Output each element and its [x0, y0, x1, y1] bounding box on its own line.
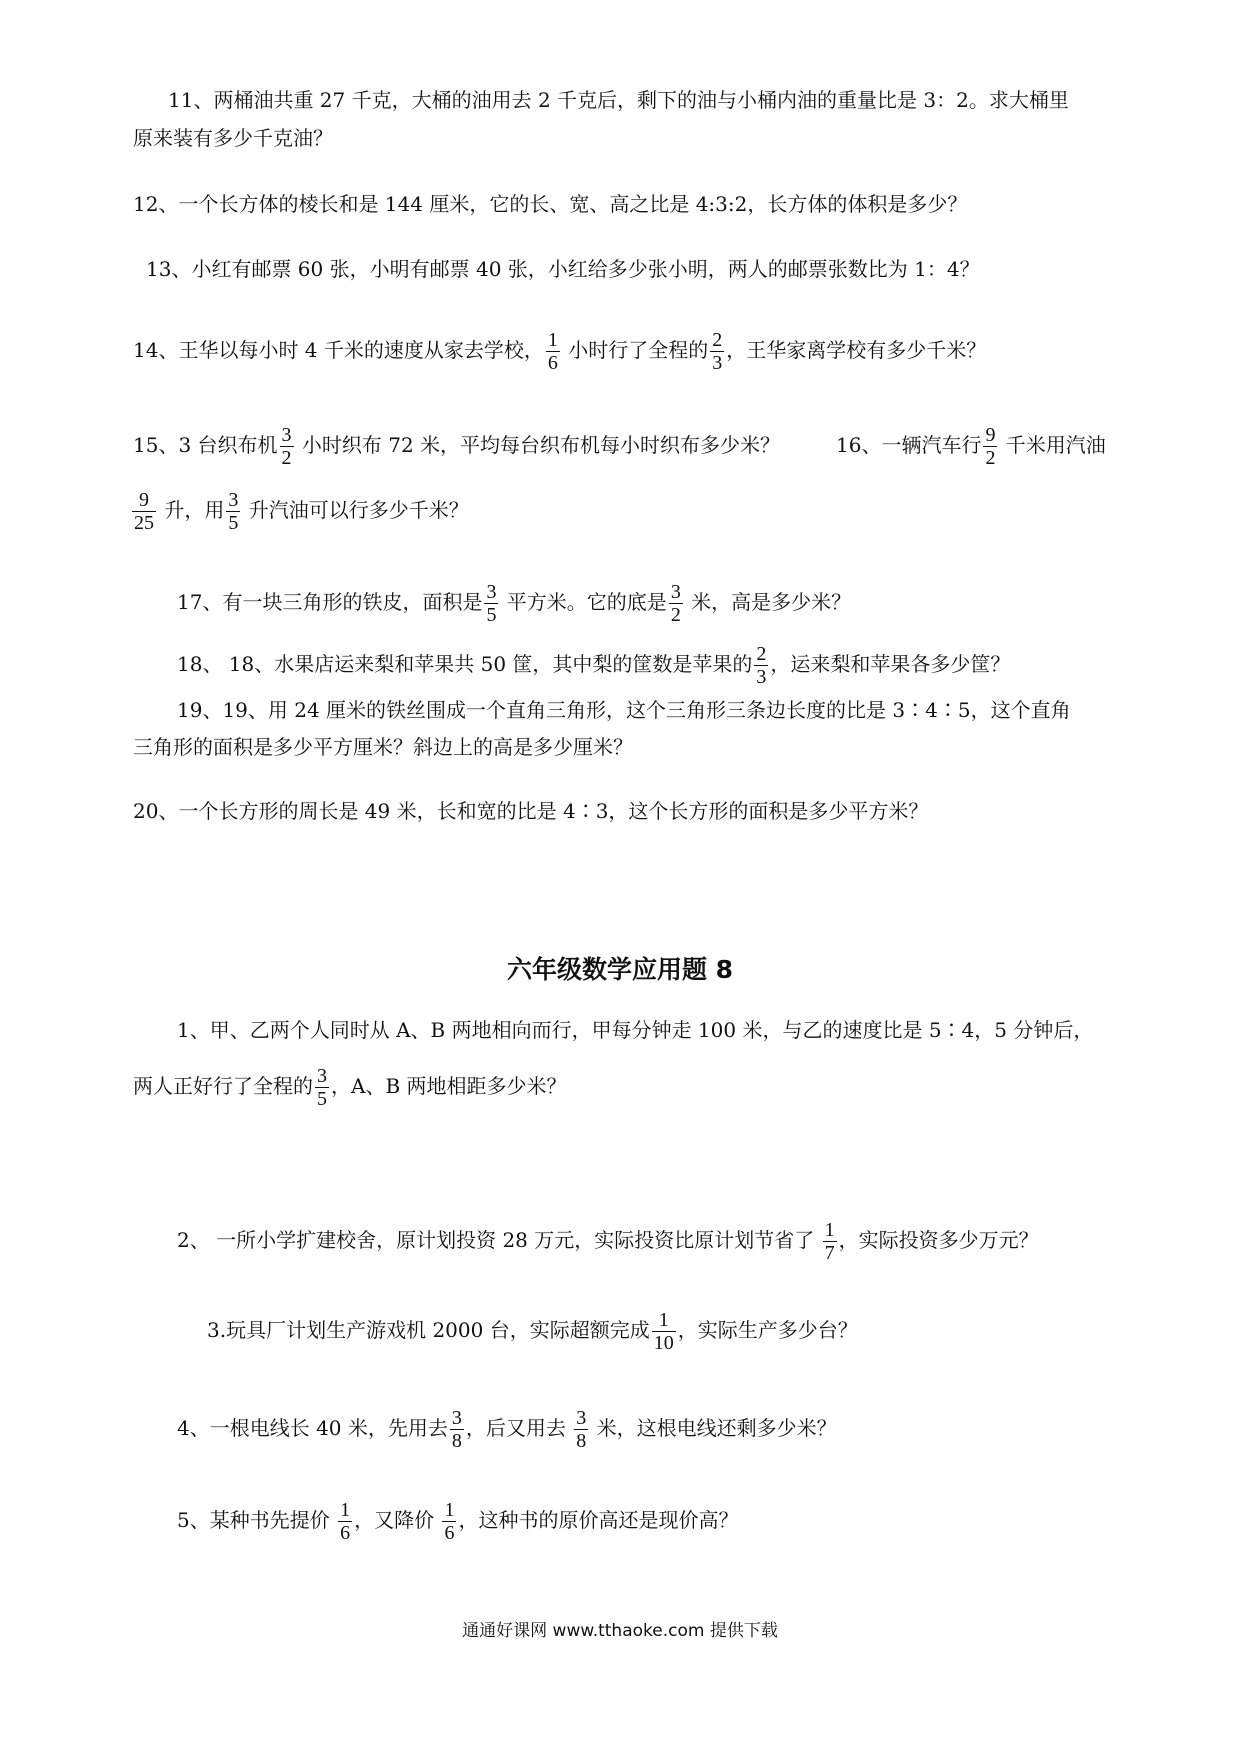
problem-19-line2: 三角形的面积是多少平方厘米？斜边上的高是多少厘米？: [133, 735, 633, 759]
problem-16-line2: [130, 490, 469, 533]
numerator: 2: [756, 643, 767, 665]
problem-19-line1: 19、19、用 24 厘米的铁丝围成一个直角三角形，这个三角形三条边长度的比是 3∶4∶5，这个直角: [177, 698, 1071, 722]
problem-15: [133, 425, 780, 468]
problem-16-line1: [836, 425, 1106, 468]
section8-q5-text-b: ，又降价: [354, 1508, 441, 1532]
problem-17-text-c: 米，高是多少米？: [684, 590, 852, 614]
fraction: [710, 330, 724, 373]
problem-11-line2: 原来装有多少千克油？: [133, 126, 333, 150]
problem-11-line1: 11、两桶油共重 27 千克，大桶的油用去 2 千克后，剩下的油与小桶内油的重量比是 3：2。求大桶里: [168, 88, 1069, 112]
fraction: [450, 1408, 464, 1451]
fraction: [484, 582, 498, 625]
denominator: 25: [134, 512, 154, 534]
denominator: 6: [340, 1522, 351, 1544]
problem-20: 20、一个长方形的周长是 49 米，长和宽的比是 4∶3，这个长方形的面积是多少平方米？: [133, 799, 929, 823]
numerator: 9: [132, 490, 156, 512]
numerator: 3: [576, 1407, 587, 1429]
section8-q1-line2: [133, 1066, 567, 1109]
fraction: [338, 1500, 352, 1543]
section8-q1-line1: 1、甲、乙两个人同时从 A、B 两地相向而行，甲每分钟走 100 米，与乙的速度比是 5∶4，5 分钟后，: [177, 1018, 1094, 1042]
problem-14-text-a: 14、王华以每小时 4 千米的速度从家去学校，: [133, 338, 544, 362]
problem-14-text-b: 小时行了全程的: [561, 338, 709, 362]
denominator: 6: [547, 352, 558, 374]
denominator: 8: [451, 1430, 462, 1452]
denominator: 2: [985, 447, 996, 469]
problem-14: [133, 330, 986, 373]
section-title: 六年级数学应用题 8: [506, 955, 734, 984]
section8-q3-text-b: ，实际生产多少台？: [677, 1318, 858, 1342]
section8-q1-text-a: 两人正好行了全程的: [133, 1074, 313, 1098]
numerator: 3: [670, 581, 681, 603]
section8-q5-text-a: 5、某种书先提价: [177, 1508, 337, 1532]
problem-14-text-c: ，王华家离学校有多少千米？: [726, 338, 987, 362]
denominator: 5: [228, 512, 239, 534]
fraction: [574, 1408, 588, 1451]
denominator: 7: [824, 1242, 835, 1264]
problem-12: 12、一个长方体的棱长和是 144 厘米，它的长、宽、高之比是 4:3:2，长方体的体积是多少？: [133, 192, 968, 216]
problem-16-text-d: 升汽油可以行多少千米？: [242, 498, 469, 522]
fraction: [546, 330, 560, 373]
problem-15-text-a: 15、3 台织布机: [133, 433, 278, 457]
numerator: 3: [486, 581, 497, 603]
footer-source: 通通好课网 www.tthaoke.com 提供下载: [462, 1621, 778, 1641]
fraction: [823, 1220, 837, 1263]
numerator: 3: [228, 489, 239, 511]
section8-q2-text-b: ，实际投资多少万元？: [838, 1228, 1039, 1252]
section8-q4: [177, 1408, 837, 1451]
denominator: 8: [576, 1430, 587, 1452]
fraction: [132, 490, 156, 533]
denominator: 5: [317, 1088, 327, 1110]
numerator: 3: [451, 1407, 462, 1429]
problem-15-text-b: 小时织布 72 米，平均每台织布机每小时织布多少米？: [295, 433, 781, 457]
section8-q3-text-a: 3.玩具厂计划生产游戏机 2000 台，实际超额完成: [207, 1318, 650, 1342]
problem-18-text-a: 18、 18、水果店运来梨和苹果共 50 筐，其中梨的筐数是苹果的: [177, 652, 753, 676]
numerator: 1: [652, 1310, 676, 1332]
problem-17-text-b: 平方米。它的底是: [500, 590, 667, 614]
numerator: 1: [444, 1499, 455, 1521]
numerator: 1: [340, 1499, 351, 1521]
numerator: 1: [547, 329, 558, 351]
denominator: 2: [281, 447, 292, 469]
fraction: [442, 1500, 456, 1543]
section8-q3: [207, 1310, 858, 1353]
section8-q1-text-b: ，A、B 两地相距多少米？: [331, 1074, 567, 1098]
section8-q4-text-b: ，后又用去: [465, 1416, 573, 1440]
denominator: 5: [486, 604, 497, 626]
numerator: 3: [281, 424, 292, 446]
section8-q4-text-a: 4、一根电线长 40 米，先用去: [177, 1416, 448, 1440]
fraction: [280, 425, 294, 468]
section8-q5-text-c: ，这种书的原价高还是现价高？: [458, 1508, 739, 1532]
fraction: [669, 582, 683, 625]
denominator: 3: [756, 666, 767, 688]
denominator: 6: [444, 1522, 455, 1544]
denominator: 10: [653, 1332, 674, 1354]
numerator: 3: [317, 1065, 327, 1087]
denominator: 2: [670, 604, 681, 626]
fraction: [754, 644, 768, 687]
problem-17-text-a: 17、有一块三角形的铁皮，面积是: [177, 590, 483, 614]
problem-13: 13、小红有邮票 60 张，小明有邮票 40 张，小红给多少张小明，两人的邮票张数比为 1：4？: [146, 257, 980, 281]
numerator: 9: [985, 424, 996, 446]
problem-16-text-b: 千米用汽油: [999, 433, 1106, 457]
fraction: [983, 425, 997, 468]
section8-q2: [177, 1220, 1039, 1263]
fraction: [652, 1310, 676, 1353]
fraction: [315, 1066, 329, 1109]
denominator: 3: [712, 352, 723, 374]
numerator: 2: [712, 329, 723, 351]
section8-q4-text-c: 米，这根电线还剩多少米？: [590, 1416, 837, 1440]
problem-18: [177, 644, 1010, 687]
numerator: 1: [824, 1219, 835, 1241]
problem-18-text-b: ，运来梨和苹果各多少筐？: [770, 652, 1011, 676]
section8-q5: [177, 1500, 738, 1543]
problem-16-text-a: 16、一辆汽车行: [836, 433, 982, 457]
problem-17: [177, 582, 851, 625]
fraction: [226, 490, 240, 533]
section8-q2-text-a: 2、 一所小学扩建校舍，原计划投资 28 万元，实际投资比原计划节省了: [177, 1228, 821, 1252]
problem-16-text-c: 升，用: [158, 498, 225, 522]
